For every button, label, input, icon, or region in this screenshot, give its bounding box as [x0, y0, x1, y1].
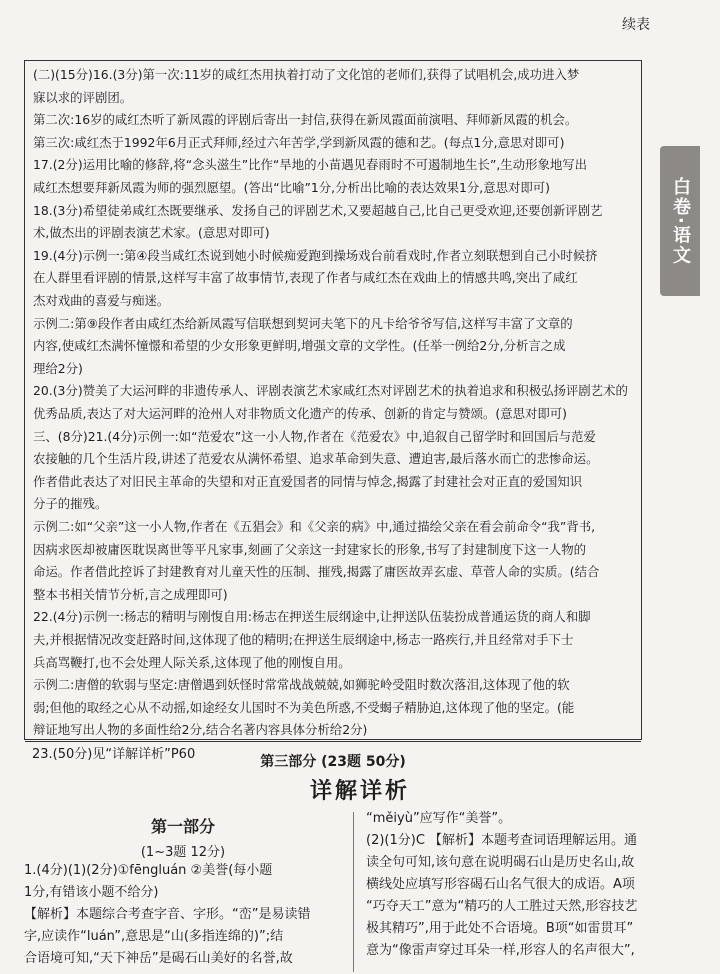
answer-line: 第二次:16岁的咸红杰听了新凤霞的评剧后寄出一封信,获得在新凤霞面前演唱、拜师新凤霞的机会。 [33, 112, 578, 128]
right-line: 横线处应填写形容碣石山名气很大的成语。A项 [366, 877, 635, 892]
answer-line: 示例二:第⑨段作者由咸红杰给新凤霞写信联想到契诃夫笔下的凡卡给爷爷写信,这样写丰富了文章的 [33, 315, 573, 331]
answer-line: 优秀品质,表达了对大运河畔的沧州人对非物质文化遗产的传承、创新的肯定与赞颂。(意思对即可) [33, 406, 568, 421]
answer-line: 示例二:如“父亲”这一小人物,作者在《五猖会》和《父亲的病》中,通过描绘父亲在看会前命令“我”背书, [33, 519, 596, 534]
left-column [24, 808, 342, 970]
answer-line: 分子的摧残。 [33, 496, 108, 512]
section-title: 详解详析 [309, 779, 410, 804]
answer-line: 术,做杰出的评剧表演艺术家。(意思对即可) [33, 225, 270, 241]
continued-label: 续表 [622, 17, 650, 33]
answer-line: 兵高骂鞭打,也不会处理人际关系,这体现了他的刚愎自用。 [33, 654, 351, 670]
answer-line: 17.(2分)运用比喻的修辞,将“念头滋生”比作“旱地的小苗遇见春雨时不可遏制地生长”,生动形象地写出 [33, 157, 588, 173]
answer-line: 在人群里看评剧的情景,这样写丰富了故事情节,表现了作者与咸红杰在戏曲上的情感共鸣,突出了咸红 [33, 270, 578, 286]
answer-line: 因病求医却被庸医耽误离世等平凡家事,刻画了父亲这一封建家长的形象,书写了封建制度下这一人物的 [33, 541, 587, 557]
answer-line: 第三次:咸红杰于1992年6月正式拜师,经过六年苦学,学到新凤霞的德和艺。(每点1分,意思对即可) [33, 134, 565, 150]
answer-line: 内容,使咸红杰满怀憧憬和希望的少女形象更鲜明,增强文章的文学性。(任举一例给2分,分析言之成 [33, 338, 566, 354]
answer-line: 18.(3分)希望徒弟咸红杰既要继承、发扬自己的评剧艺术,又要超越自己,比自己更受欢迎,还要创新评剧艺 [33, 202, 603, 218]
right-line: 读全句可知,该句意在说明碣石山是历史名山,故 [366, 855, 635, 870]
answer-line: 寐以求的评剧团。 [33, 89, 133, 105]
column-divider [353, 812, 354, 972]
right-line: “巧夺天工”意为“精巧的人工胜过天然,形容技艺 [366, 899, 638, 914]
answer-line: 22.(4分)示例一:杨志的精明与刚愎自用:杨志在押送生辰纲途中,让押送队伍装扮成普通运货的商人和脚 [33, 609, 591, 625]
left-line: 字,应读作“luán”,意思是“山(多指连绵的)”;结 [24, 929, 284, 944]
answer-line: 示例二:唐僧的软弱与坚定:唐僧遇到妖怪时常常战战兢兢,如狮驼岭受阻时数次落泪,这体现了他的软 [33, 677, 570, 693]
divider [25, 741, 641, 742]
right-line: 意为“像雷声穿过耳朵一样,形容人的名声很大”, [366, 943, 635, 958]
part3-heading: 第三部分 (23题 50分) [260, 754, 406, 770]
answer-line: 20.(3分)赞美了大运河畔的非遗传承人、评剧表演艺术家咸红杰对评剧艺术的执着追求和积极弘扬评剧艺术的 [33, 383, 628, 399]
answer-line: 命运。作者借此控诉了封建教育对儿童天性的压制、摧残,揭露了庸医故弄玄虚、草菅人命的实质。(结合 [33, 564, 600, 580]
right-column [366, 808, 666, 962]
left-line: 1.(4分)(1)(2分)①fēngluán ②美誉(每小题 [24, 863, 273, 878]
left-line: 1分,有错该小题不给分) [24, 885, 159, 900]
part1-sub: (1~3题 12分) [140, 845, 226, 860]
answer-line: 三、(8分)21.(4分)示例一:如“范爱农”这一小人物,作者在《范爱农》中,追叙自己留学时和回国后与范爱 [33, 428, 596, 444]
answer-line: 辩证地写出人物的多面性给2分,结合名著内容具体分析给2分) [33, 722, 368, 738]
answer-line: 咸红杰想要拜新凤霞为师的强烈愿望。(答出“比喻”1分,分析出比喻的表达效果1分,意思对即可) [33, 180, 550, 195]
right-line: “měiyù”应写作“美誉”。 [366, 811, 512, 826]
answer-line: 农接触的几个生活片段,讲述了范爱农从满怀希望、追求革命到失意、遭迫害,最后落水而亡的悲惨命运。 [33, 451, 599, 467]
answer-line: 夫,并根据情况改变赶路时间,这体现了他的精明;在押送生辰纲途中,杨志一路疾行,并且经常对手下士 [33, 632, 574, 647]
answer-line: (二)(15分)16.(3分)第一次:11岁的咸红杰用执着打动了文化馆的老师们,获得了试唱机会,成功进入梦 [33, 67, 580, 82]
right-line: (2)(1分)C 【解析】本题考查词语理解运用。通 [366, 833, 638, 848]
left-line: 【解析】本题综合考查字音、字形。“峦”是易读错 [24, 907, 311, 922]
answer-line: 弱;但他的取经之心从不动摇,如途经女儿国时不为美色所惑,不受蝎子精胁迫,这体现了他的坚定。(能 [33, 699, 575, 715]
left-line: 合语境可知,“天下神岳”是碣石山美好的名誉,故 [24, 951, 293, 966]
side-tab [660, 146, 700, 296]
right-line: 极其精巧”,用于此处不合语境。B项“如雷贯耳” [366, 921, 634, 936]
answer-line: 19.(4分)示例一:第④段当咸红杰说到她小时候痴爱跑到操场戏台前看戏时,作者立刻联想到自己小时候挤 [33, 247, 598, 263]
part3-line: 23.(50分)见“详解详析”P60 [32, 747, 196, 762]
part1-title: 第一部分 [150, 817, 215, 836]
answer-line: 作者借此表达了对旧民主革命的失望和对正直爱国者的同情与悼念,揭露了封建社会对正直的爱国知识 [33, 473, 583, 489]
answer-line: 整本书相关情节分析,言之成理即可) [33, 586, 228, 602]
side-tab-label: 白卷·语文 [670, 176, 691, 266]
answer-line: 理给2分) [33, 360, 83, 376]
answer-line: 杰对戏曲的喜爱与痴迷。 [33, 293, 170, 308]
